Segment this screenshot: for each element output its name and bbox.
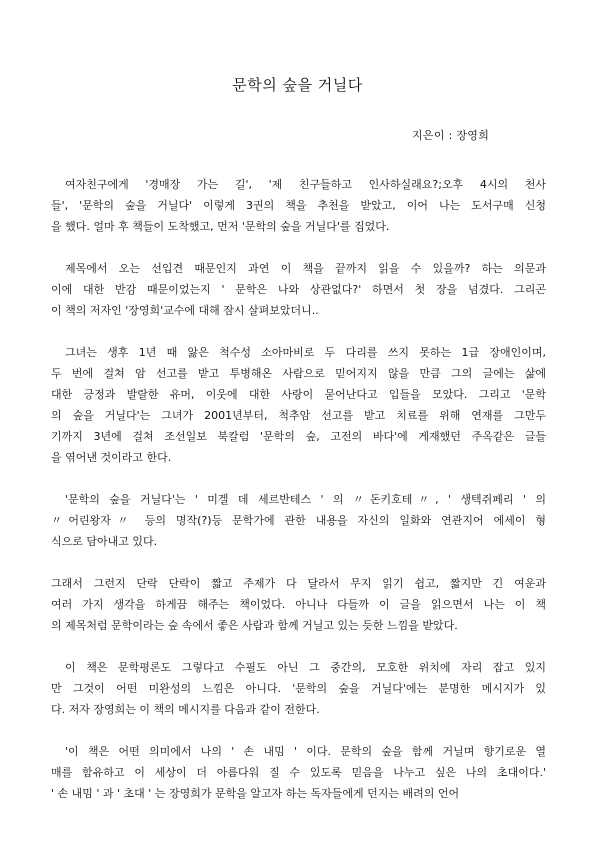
paragraph xyxy=(51,573,546,636)
paragraph xyxy=(51,342,546,468)
paragraph xyxy=(51,258,546,321)
paragraph-line: 들', '문학의 숲을 거닐다' 이렇게 3권의 책을 추천을 받았고, 이어 나는 도서구매 신청 xyxy=(51,199,546,212)
paragraph-line: 제목에서 오는 선입견 때문인지 과연 이 책을 끝까지 읽을 수 있을까? 하는 의문과 xyxy=(65,262,546,275)
paragraph-line: 그녀는 생후 1년 때 앓은 척수성 소아마비로 두 다리를 쓰지 못하는 1급 장애인이며, xyxy=(65,346,546,359)
paragraph-spacer xyxy=(51,552,546,573)
paragraph-line: '이 책은 어떤 의미에서 나의 ' 손 내밈 ' 이다. 문학의 숲을 함께 거닐며 향기로운 열 xyxy=(65,745,546,758)
paragraph-line: 여러 가지 생각을 하게끔 해주는 책이었다. 아니나 다들까 이 글을 읽으면서 나는 이 책 xyxy=(51,598,546,611)
paragraph-spacer xyxy=(51,237,546,258)
paragraph-line: 의 제목처럼 문학이라는 숲 속에서 좋은 사람과 함께 거닐고 있는 듯한 느낌을 받았다. xyxy=(51,619,458,632)
paragraph-line: 의 숲을 거닐다'는 그녀가 2001년부터, 척추암 선고를 받고 치료를 위해 연재를 그만두 xyxy=(51,409,546,422)
paragraph-line: 이 책의 저자인 '장영희'교수에 대해 잠시 살펴보았더니.. xyxy=(51,304,319,317)
document-title: 문학의 숲을 거닐다 xyxy=(232,76,363,94)
paragraph-line: 다. 저자 장영희는 이 책의 메시지를 다음과 같이 전한다. xyxy=(51,703,320,716)
paragraph-line: 이에 대한 반감 때문이었는지 ' 문학은 나와 상관없다?' 하면서 첫 장을 넘겼다. 그리곤 xyxy=(51,283,546,296)
paragraph-line: 을 했다. 얼마 후 책들이 도착했고, 먼저 '문학의 숲을 거닐다'를 집었다. xyxy=(51,220,390,233)
paragraph-line: 그래서 그런지 단락 단락이 짧고 주제가 다 달라서 무지 읽기 쉽고, 짧지만 긴 여운과 xyxy=(51,577,546,590)
paragraph xyxy=(51,741,546,804)
paragraph-spacer xyxy=(51,468,546,489)
paragraph-line: 이 책은 문학평론도 그렇다고 수필도 아닌 그 중간의, 모호한 위치에 자리 잡고 있지 xyxy=(65,661,546,674)
paragraph-line: 기까지 3년에 걸쳐 조선일보 북칼럼 '문학의 숲, 고전의 바다'에 게재했던 주옥같은 글들 xyxy=(51,430,546,443)
paragraph xyxy=(51,489,546,552)
paragraph-line: 을 엮어낸 것이라고 한다. xyxy=(51,451,172,464)
paragraph-line: 매를 함유하고 이 세상이 더 아름다워 질 수 있도록 믿음을 나누고 싶은 나의 초대이다.' xyxy=(51,766,546,779)
paragraph-line: 〃어린왕자〃 등의 명작(?)등 문학가에 관한 내용을 자신의 일화와 연관지어 에세이 형 xyxy=(51,514,546,527)
paragraph-spacer xyxy=(51,321,546,342)
document-body xyxy=(51,174,546,804)
paragraph-spacer xyxy=(51,720,546,741)
paragraph-line: '문학의 숲을 거닐다'는 ' 미겔 데 세르반테스 ' 의 〃돈키호테〃, ' 생텍쥐페리 ' 의 xyxy=(65,493,546,506)
paragraph xyxy=(51,657,546,720)
paragraph-line: 두 번에 걸쳐 암 선고를 받고 투병해온 사람으로 믿어지지 않을 만큼 그의 글에는 삶에 xyxy=(51,367,546,380)
paragraph-line: 식으로 담아내고 있다. xyxy=(51,535,158,548)
paragraph-line: 여자친구에게 '경매장 가는 길', '제 친구들하고 인사하실래요?;오후 4시의 천사 xyxy=(65,178,546,191)
paragraph xyxy=(51,174,546,237)
paragraph-spacer xyxy=(51,636,546,657)
author-line: 지은이 : 장영희 xyxy=(412,129,490,142)
paragraph-line: ' 손 내밈 ' 과 ' 초대 ' 는 장영희가 문학을 알고자 하는 독자들에게 던지는 배려의 언어 xyxy=(51,787,460,800)
paragraph-line: 대한 긍정과 발랄한 유머, 이웃에 대한 사랑이 묻어난다고 입들을 모았다. 그리고 '문학 xyxy=(51,388,546,401)
paragraph-line: 만 그것이 어떤 미완성의 느낌은 아니다. '문학의 숲을 거닐다'에는 분명한 메시지가 있 xyxy=(51,682,546,695)
